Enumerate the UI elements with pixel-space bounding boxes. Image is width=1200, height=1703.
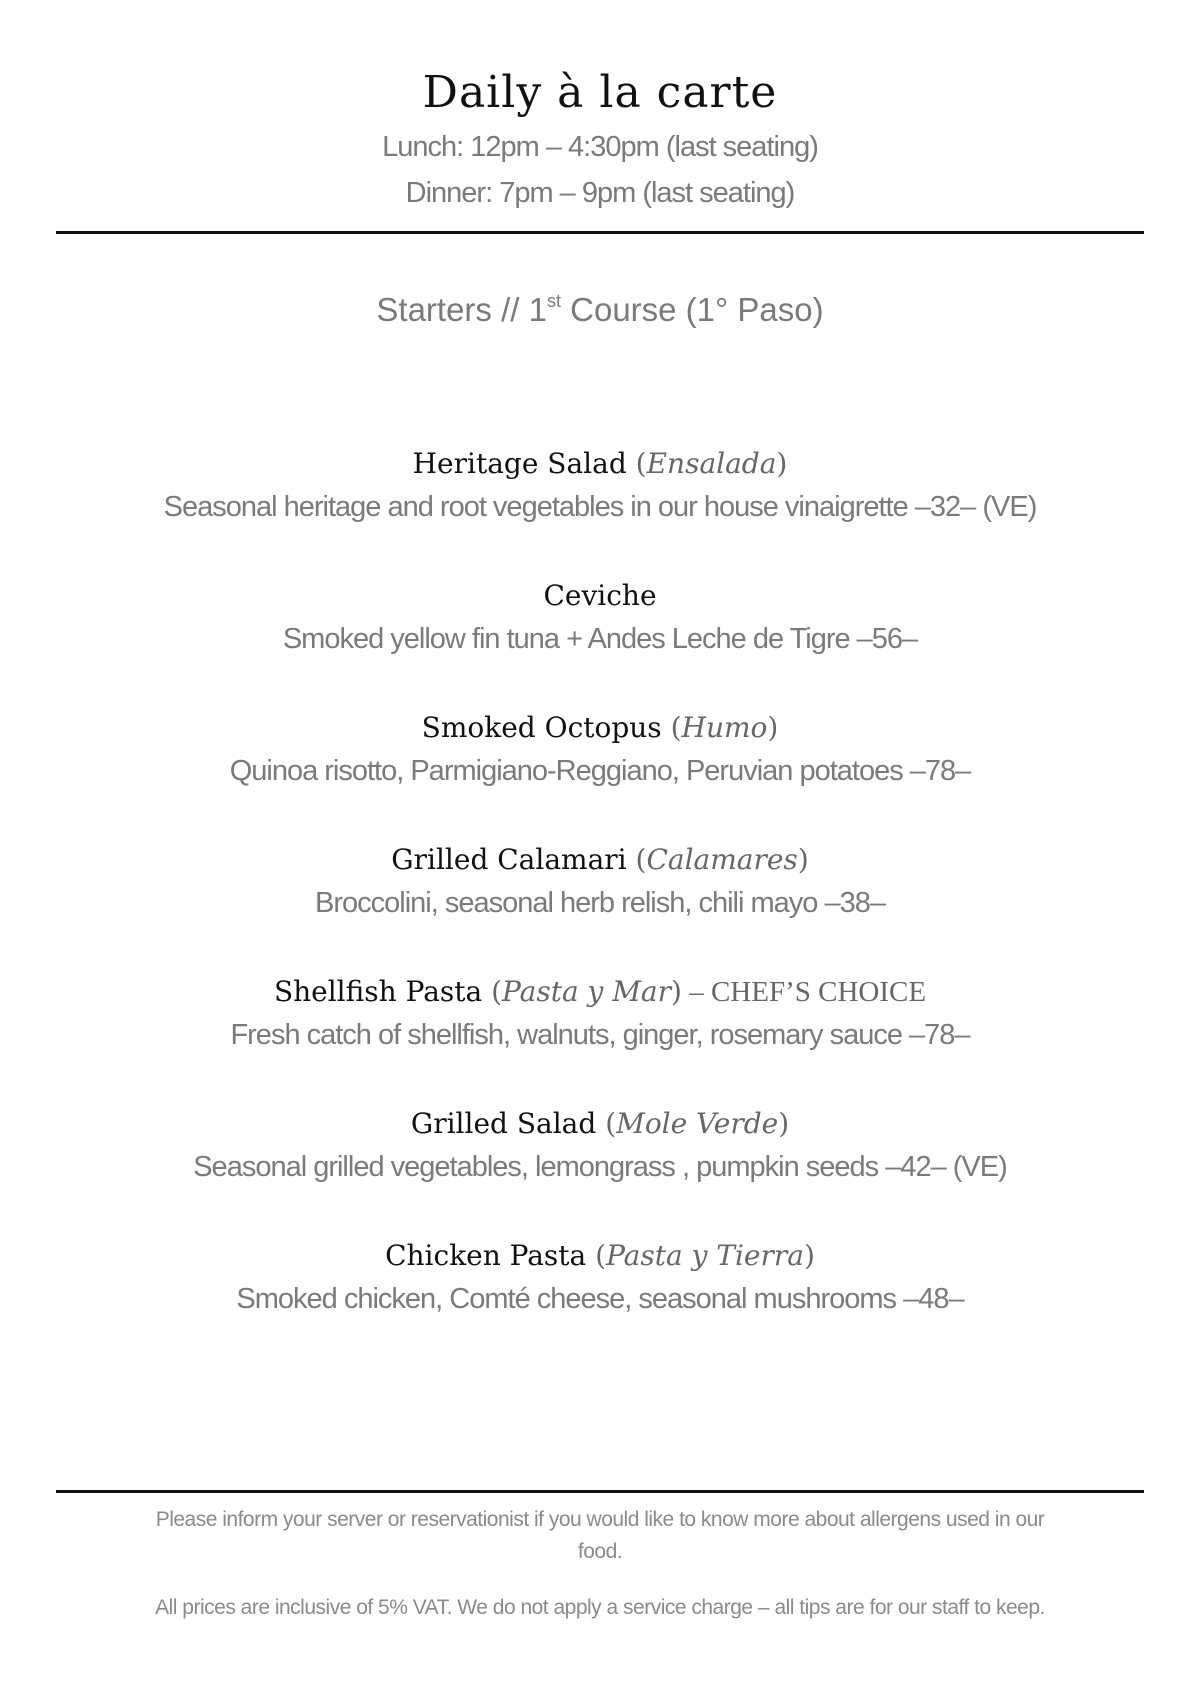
- item-name: Ceviche: [543, 579, 657, 612]
- item-name: Grilled Salad: [410, 1107, 597, 1140]
- menu-header: [0, 62, 1200, 216]
- starters-list: [0, 442, 1200, 1366]
- item-name: Smoked Octopus: [421, 711, 662, 744]
- item-name-line: [0, 574, 1200, 618]
- item-description: Broccolini, seasonal herb relish, chili mayo –38–: [315, 887, 885, 919]
- dinner-hours: Dinner: 7pm – 9pm (last seating): [405, 177, 795, 209]
- item-description: Quinoa risotto, Parmigiano-Reggiano, Peruvian potatoes –78–: [229, 755, 971, 787]
- item-alt-name: Mole Verde: [616, 1107, 779, 1140]
- item-name-line: Shellfish Pasta (Pasta y Mar) – CHEF’S CHOICE: [273, 975, 927, 1008]
- menu-item-chicken-pasta: [0, 1234, 1200, 1366]
- item-name-line: Smoked Octopus (Humo): [421, 711, 779, 744]
- section-title-suffix: Course (1° Paso): [560, 291, 824, 328]
- item-alt-name: Humo: [681, 711, 768, 744]
- item-name-line: Heritage Salad (Ensalada): [412, 447, 788, 480]
- footer-notes: [140, 1504, 1060, 1648]
- chefs-choice-tag: – CHEF’S CHOICE: [681, 976, 927, 1008]
- item-name-line: Chicken Pasta (Pasta y Tierra): [385, 1239, 815, 1272]
- item-alt-name: Pasta y Mar: [502, 975, 672, 1008]
- item-description: Seasonal heritage and root vegetables in our house vinaigrette –32– (VE): [163, 491, 1037, 523]
- item-alt-name: Ensalada: [646, 447, 777, 480]
- item-name: Chicken Pasta: [385, 1239, 587, 1272]
- page-title: Daily à la carte: [422, 67, 778, 118]
- section-title-prefix: Starters // 1: [376, 291, 547, 328]
- price-note: All prices are inclusive of 5% VAT. We do not apply a service charge – all tips are for our staff to keep.: [155, 1596, 1045, 1619]
- item-name-line: Grilled Salad (Mole Verde): [410, 1107, 790, 1140]
- item-description: Seasonal grilled vegetables, lemongrass , pumpkin seeds –42– (VE): [193, 1151, 1007, 1183]
- item-description: Smoked yellow fin tuna + Andes Leche de Tigre –56–: [282, 623, 918, 655]
- menu-item-grilled-salad: [0, 1102, 1200, 1234]
- allergen-note: Please inform your server or reservationist if you would like to know more about allergens used in our food.: [155, 1508, 1045, 1563]
- menu-item-heritage-salad: [0, 442, 1200, 574]
- menu-item-shellfish-pasta: [0, 970, 1200, 1102]
- item-alt-name: Pasta y Tierra: [606, 1239, 804, 1272]
- menu-item-smoked-octopus: [0, 706, 1200, 838]
- section-title: [0, 285, 1200, 335]
- top-divider: [56, 231, 1144, 234]
- bottom-divider: [56, 1490, 1144, 1493]
- item-name: Heritage Salad: [412, 447, 627, 480]
- menu-item-ceviche: [0, 574, 1200, 706]
- item-alt-name: Calamares: [646, 843, 798, 876]
- lunch-hours: Lunch: 12pm – 4:30pm (last seating): [382, 131, 818, 163]
- section-title-superscript: st: [546, 291, 561, 311]
- item-name-line: Grilled Calamari (Calamares): [391, 843, 809, 876]
- menu-item-grilled-calamari: [0, 838, 1200, 970]
- item-name: Grilled Calamari: [391, 843, 627, 876]
- item-description: Fresh catch of shellfish, walnuts, ginger, rosemary sauce –78–: [230, 1019, 970, 1051]
- item-description: Smoked chicken, Comté cheese, seasonal mushrooms –48–: [236, 1283, 964, 1315]
- item-name: Shellfish Pasta: [273, 975, 483, 1008]
